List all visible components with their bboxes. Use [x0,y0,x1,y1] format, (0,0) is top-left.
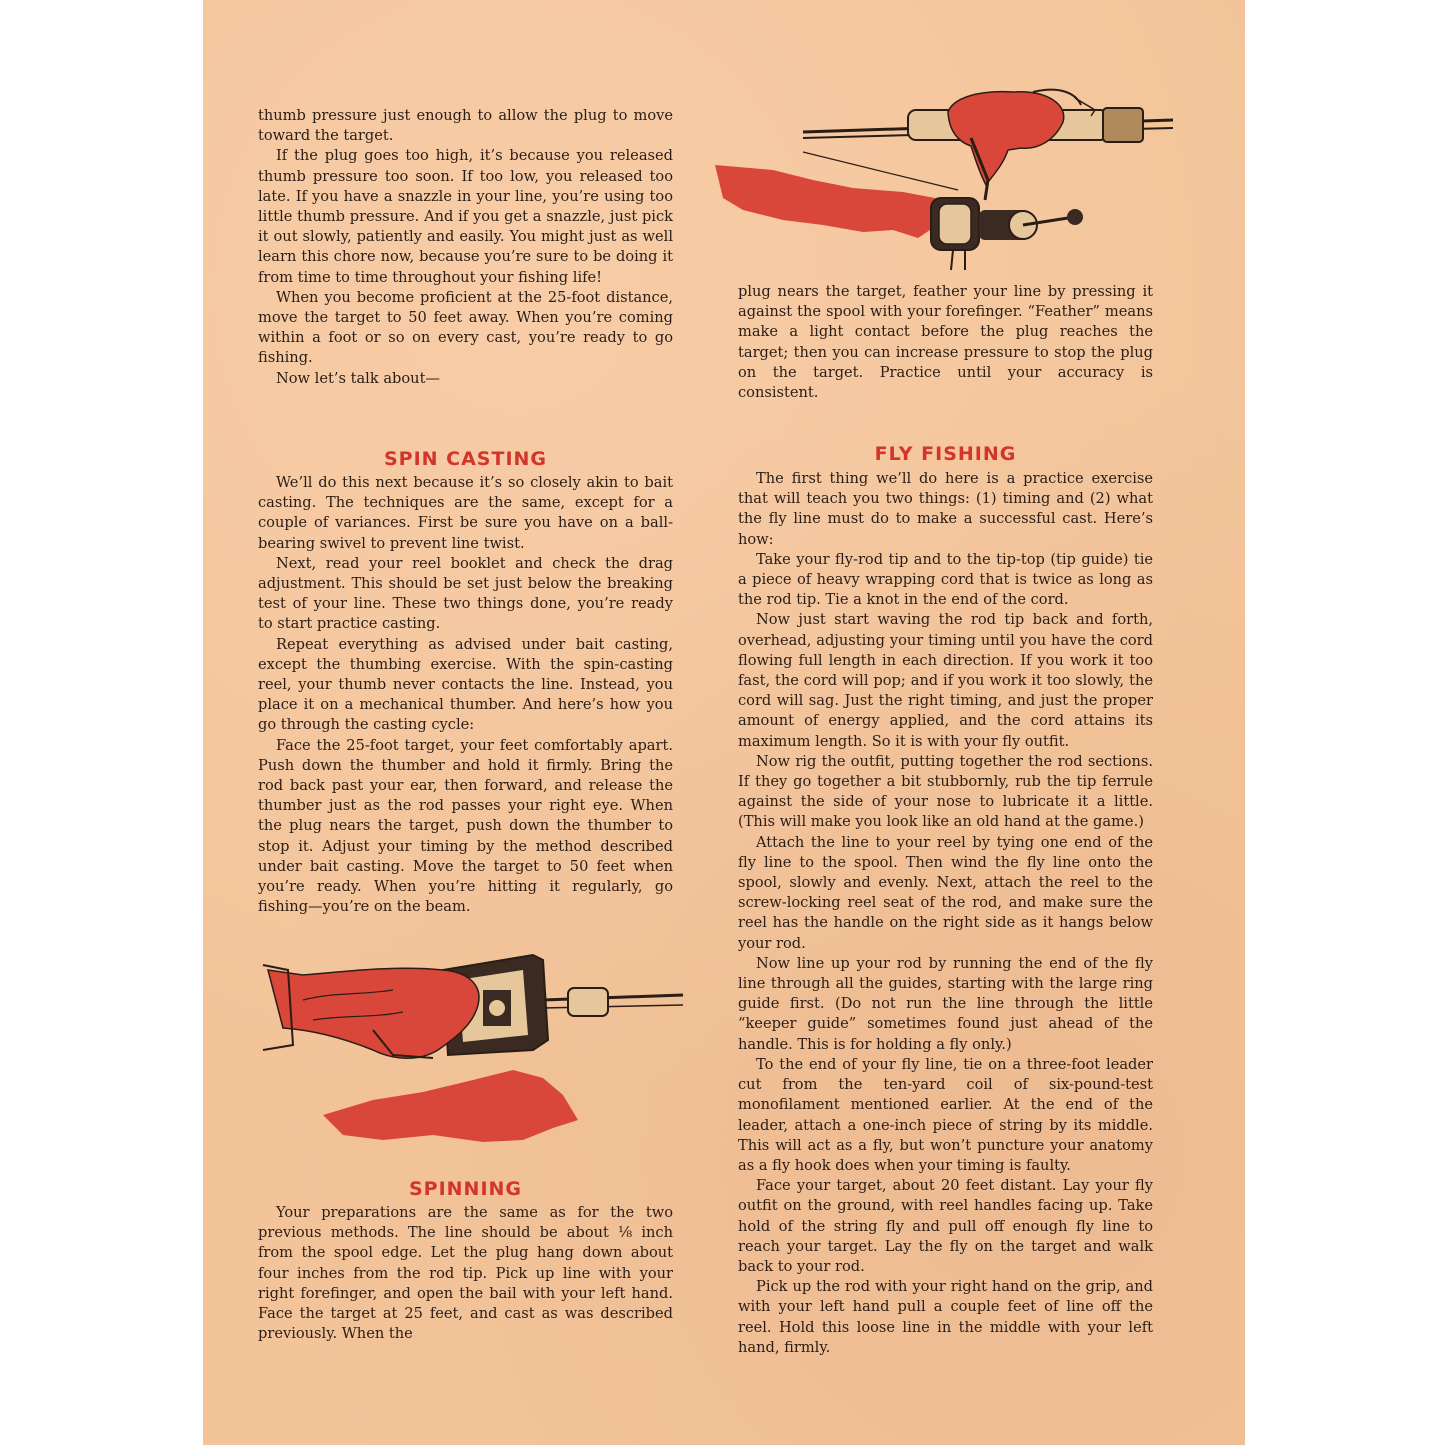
spinning-reel-illustration [703,80,1183,275]
paragraph: thumb pressure just enough to allow the plug to move toward the target. [258,107,673,145]
paragraph: We’ll do this next because it’s so closely akin to bait casting. The techniques are the same, except for a couple of variances. First be sure you have on a ball-bearing swivel to prevent line twist. [258,474,673,552]
paragraph: Your preparations are the same as for the two previous methods. The line should be about ⅛ inch from the spool edge. Let the plug hang down about four inches from the rod tip. Pick up line with your right forefinger, and open the bail with your left hand. Face the target at 25 feet, and cast as was described previously. When the [258,1204,673,1343]
paragraph: Attach the line to your reel by tying one end of the fly line to the spool. Then wind the fly line onto the spool, slowly and evenly. Next, attach the reel to the screw-locking reel seat of the rod, and make sure the reel has the handle on the right side as it hangs below your rod. [738,833,1153,952]
paragraph: Next, read your reel booklet and check the drag adjustment. This should be set just below the breaking test of your line. These two things done, you’re ready to start practice casting. [258,554,673,633]
fly-fishing-heading: FLY FISHING [874,443,1017,465]
spinning-heading: SPINNING [408,1178,523,1200]
paragraph: When you become proficient at the 25-foot distance, move the target to 50 feet away. When you’re coming within a foot or so on every cast, you’re ready to go fishing. [258,288,673,367]
spin-casting-heading: SPIN CASTING [383,448,548,470]
paragraph: Face your target, about 20 feet distant. Lay your fly outfit on the ground, with reel handles facing up. Take hold of the string fly and pull off enough fly line to reach your target. Lay the fly on the target and walk back to your rod. [738,1177,1153,1275]
paragraph: Face the 25-foot target, your feet comfortably apart. Push down the thumber and hold it firmly. Bring the rod back past your ear, then forward, and release the thumber just as the rod passes your right eye. When the plug nears the target, push down the thumber to stop it. Adjust your timing by the method described under bait casting. Move the target to 50 feet when you’re ready. When you’re hitting it regularly, go fishing—you’re on the beam. [258,736,673,916]
paragraph: Now let’s talk about— [276,369,441,387]
paragraph: The first thing we’ll do here is a practice exercise that will teach you two things: (1) timing and (2) what the fly line must do to make a successful cast. Here’s how: [738,470,1153,548]
paragraph: Take your fly-rod tip and to the tip-top (tip guide) tie a piece of heavy wrapping cord that is twice as long as the rod tip. Tie a knot in the end of the cord. [738,550,1153,609]
paragraph: Now just start waving the rod tip back and forth, overhead, adjusting your timing until you have the cord flowing full length in each direction. If you work it too fast, the cord will pop; and if you work it too slowly, the cord will sag. Just the right timing, and just the proper amount of energy applied, and the cord attains its maximum length. So it is with your fly outfit. [738,611,1153,750]
spinning-text [258,1203,673,1344]
paragraph: Repeat everything as advised under bait casting, except the thumbing exercise. With the spin-casting reel, your thumb never contacts the line. Instead, you place it on a mechanical thumber. And here’s how you go through the casting cycle: [258,635,673,734]
paragraph: To the end of your fly line, tie on a three-foot leader cut from the ten-yard coil of six-pound-test monofilament mentioned earlier. At the end of the leader, attach a one-inch piece of string by its middle. This will act as a fly, but won’t puncture your anatomy as a fly hook does when your timing is faulty. [738,1055,1153,1174]
right-top-text [738,282,1153,403]
paragraph: plug nears the target, feather your line by pressing it against the spool with your forefinger. “Feather” means make a light contact before the plug reaches the target; then you can increase pressure to stop the plug on the target. Practice until your accuracy is consistent. [738,283,1153,402]
book-page [203,0,1245,1445]
fly-fishing-text [738,469,1153,1358]
paragraph: If the plug goes too high, it’s because you released thumb pressure too soon. If too low, you released too late. If you have a snazzle in your line, you’re using too little thumb pressure. And if you get a snazzle, just pick it out slowly, patiently and easily. You might just as well learn this chore now, because you’re sure to be doing it from time to time throughout your fishing life! [258,147,673,286]
paragraph: Now line up your rod by running the end of the fly line through all the guides, starting with the large ring guide first. (Do not run the line through the little “keeper guide” sometimes found just ahead of the handle. This is for holding a fly only.) [738,954,1153,1053]
left-top-text [258,106,673,389]
paragraph: Now rig the outfit, putting together the rod sections. If they go together a bit stubbornly, rub the tip ferrule against the side of your nose to lubricate it a little. (This will make you look like an old hand at the game.) [738,752,1153,831]
paragraph: Pick up the rod with your right hand on the grip, and with your left hand pull a couple feet of line off the reel. Hold this loose line in the middle with your left hand, firmly. [738,1278,1153,1356]
spin-casting-text [258,473,673,917]
spin-casting-reel-illustration [243,930,693,1165]
